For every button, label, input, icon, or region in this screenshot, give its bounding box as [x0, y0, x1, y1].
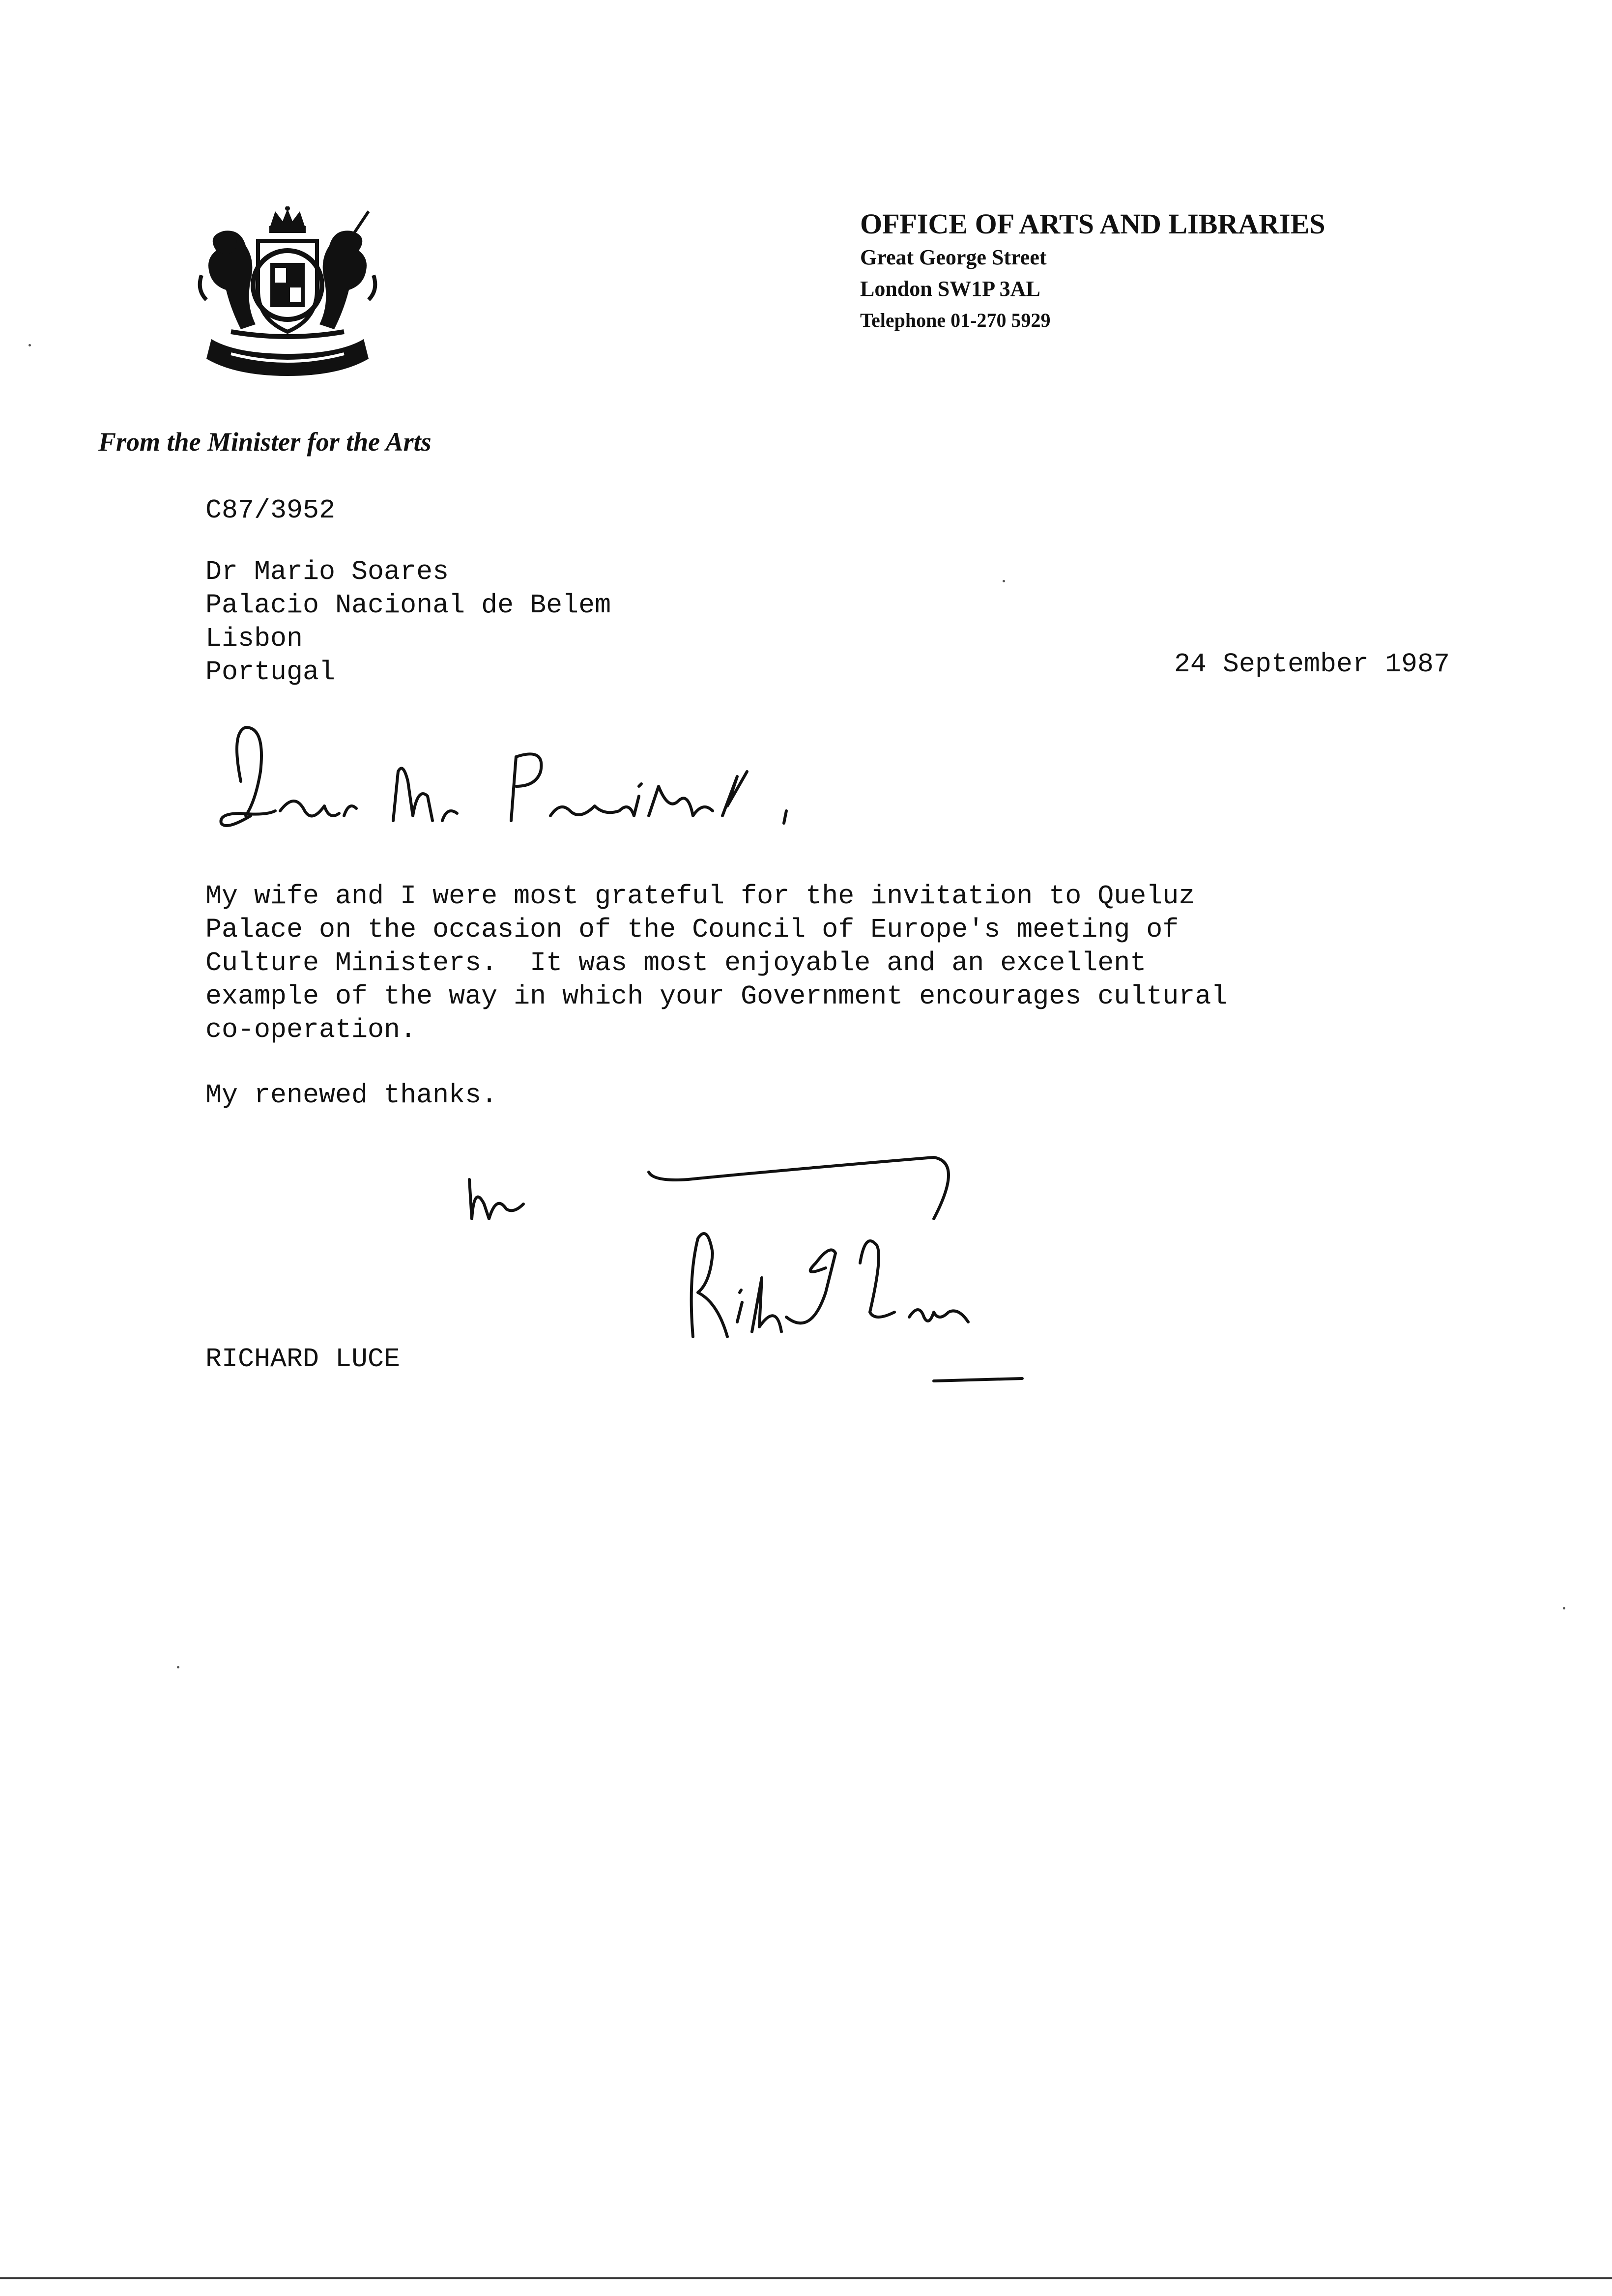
- handwritten-salutation: [206, 718, 835, 860]
- recipient-line: Palacio Nacional de Belem: [205, 590, 611, 621]
- scan-speck: [177, 1666, 179, 1668]
- reference-number: C87/3952: [205, 495, 336, 526]
- body-line: Culture Ministers. It was most enjoyable and an excellent: [205, 947, 1147, 978]
- body-line: My wife and I were most grateful for the invitation to Queluz: [205, 881, 1195, 912]
- letter-date: 24 September 1987: [1174, 649, 1450, 680]
- scan-speck: [1003, 580, 1005, 582]
- scan-speck: [1563, 1607, 1565, 1609]
- recipient-address: [205, 555, 611, 689]
- handwritten-signature: [442, 1106, 1057, 1401]
- scan-speck: [29, 344, 31, 346]
- from-minister-line: From the Minister for the Arts: [98, 427, 432, 457]
- recipient-line: Dr Mario Soares: [205, 556, 449, 587]
- recipient-line: Lisbon: [205, 623, 303, 654]
- signatory-name: RICHARD LUCE: [205, 1344, 401, 1375]
- street-address: Great George Street: [860, 245, 1047, 269]
- office-name: OFFICE OF ARTS AND LIBRARIES: [860, 208, 1325, 240]
- letterhead: [860, 206, 1325, 336]
- city-postcode: London SW1P 3AL: [860, 277, 1040, 301]
- body-line: Palace on the occasion of the Council of Europe's meeting of: [205, 914, 1179, 945]
- body-line: co-operation.: [205, 1014, 417, 1045]
- letter-body: [205, 880, 1227, 1047]
- bottom-scan-edge: [0, 2277, 1612, 2279]
- recipient-line: Portugal: [205, 657, 336, 688]
- body-line: example of the way in which your Government encourages cultural: [205, 981, 1228, 1012]
- closing-line: My renewed thanks.: [205, 1080, 498, 1111]
- royal-coat-of-arms-icon: [197, 206, 378, 383]
- telephone-number: Telephone 01-270 5929: [860, 309, 1051, 331]
